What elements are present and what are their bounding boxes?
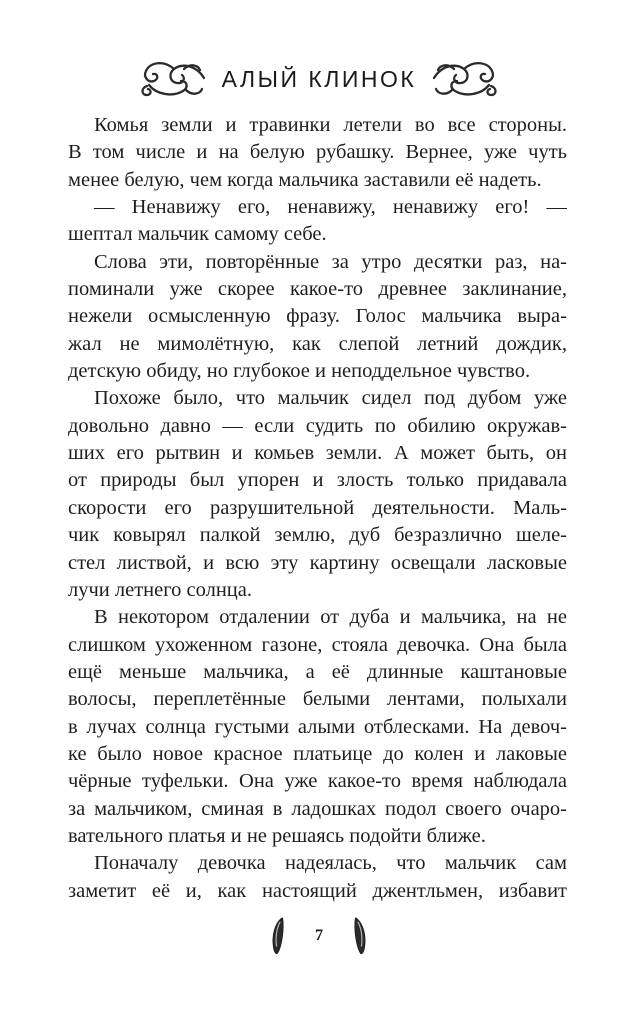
text-line: В том числе и на белую рубашку. Вернее, уже чуть [68, 141, 567, 164]
petal-blade-right-icon [351, 916, 369, 956]
text-line: жал не мимолётную, как слепой летний дождик, [68, 332, 567, 355]
chapter-title: АЛЫЙ КЛИНОК [221, 65, 417, 92]
text-line: Поначалу девочка надеялась, что мальчик сам [94, 852, 567, 875]
text-line: — Ненавижу его, ненавижу, ненавижу его! — [94, 196, 567, 219]
floral-flourish-left-icon [138, 56, 208, 102]
chapter-header [0, 56, 638, 102]
page-footer [0, 916, 638, 956]
text-line: стел листвой, и всю эту картину освещали ласковые [68, 551, 567, 574]
petal-blade-left-icon [269, 916, 287, 956]
body-text [68, 112, 567, 905]
text-line: детскую обиду, но глубокое и неподдельное чувство. [68, 360, 531, 383]
floral-flourish-right-icon [430, 56, 500, 102]
text-line: вательного платья и не решаясь подойти ближе. [68, 824, 486, 847]
text-line: ке было новое красное платьице до колен и лаковые [68, 742, 567, 765]
text-line: шептал мальчик самому себе. [68, 223, 327, 246]
text-line: слишком ухоженном газоне, стояла девочка. Она была [68, 633, 567, 656]
page-number: 7 [315, 927, 323, 944]
text-line: волосы, переплетённые белыми лентами, полыхали [68, 688, 567, 711]
text-line: поминали уже скорее какое-то древнее заклинание, [68, 278, 567, 301]
text-line: ещё меньше мальчика, а её длинные каштановые [68, 660, 567, 683]
text-line: чик ковырял палкой землю, дуб безразлично шеле- [68, 524, 567, 547]
text-line: ших его рытвин и комьев земли. А может быть, он [68, 442, 567, 465]
text-line: от природы был упорен и злость только придавала [68, 469, 567, 492]
text-line: чёрные туфельки. Она уже какое-то время наблюдала [68, 770, 567, 793]
text-line: скорости его разрушительной деятельности. Маль- [68, 496, 567, 519]
text-line: Похоже было, что мальчик сидел под дубом уже [94, 387, 567, 410]
text-line: заметит её и, как настоящий джентльмен, избавит [68, 879, 567, 902]
text-line: в лучах солнца густыми алыми отблесками. На девоч- [68, 715, 567, 738]
text-line: менее белую, чем когда мальчика заставили её надеть. [68, 168, 542, 191]
text-line: Комья земли и травинки летели во все стороны. [94, 114, 567, 136]
text-line: Слова эти, повторённые за утро десятки раз, на- [94, 250, 567, 273]
text-line: В некотором отдалении от дуба и мальчика, на не [94, 606, 567, 629]
text-line: лучи летнего солнца. [68, 578, 252, 601]
text-line: довольно давно — если судить по обилию окружав- [68, 414, 567, 437]
text-line: за мальчиком, сминая в ладошках подол своего очаро- [68, 797, 567, 820]
text-line: нежели осмысленную фразу. Голос мальчика выра- [68, 305, 567, 328]
